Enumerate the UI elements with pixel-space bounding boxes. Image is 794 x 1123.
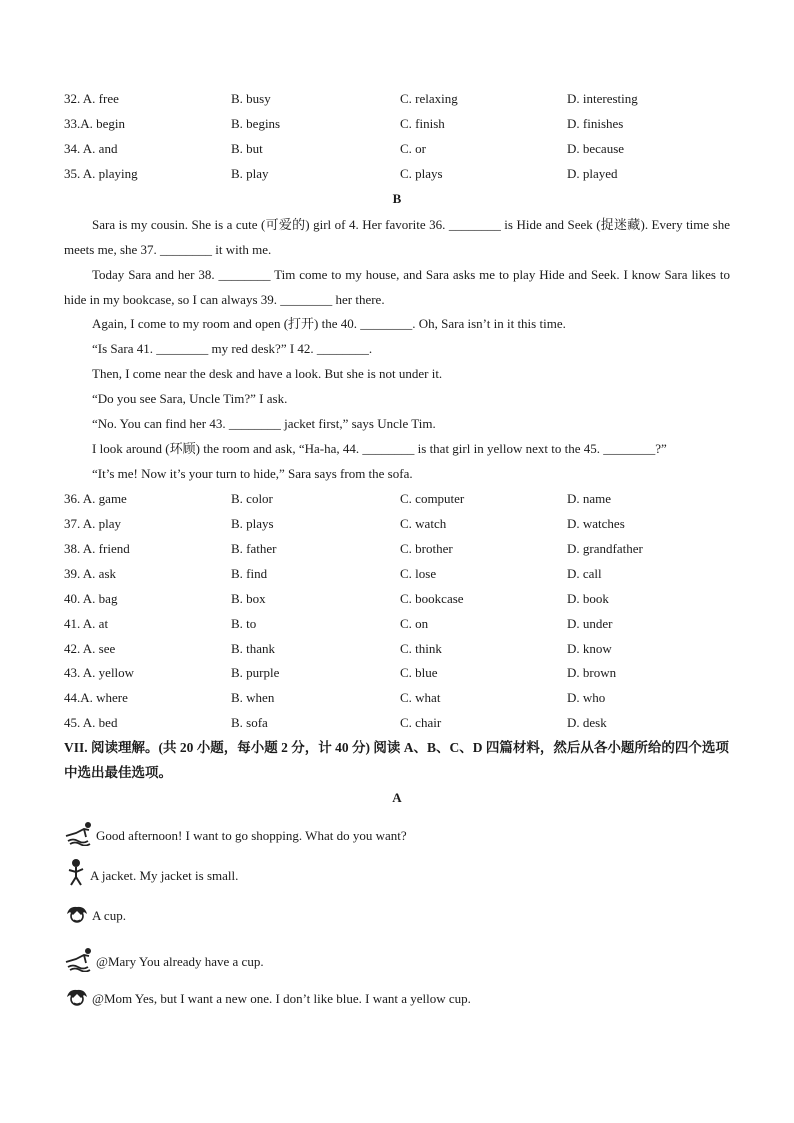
option-row-32	[64, 89, 734, 109]
option-b: B. to	[231, 616, 257, 631]
option-d: D. name	[567, 491, 612, 506]
option-d: D. interesting	[567, 91, 638, 106]
option-a: 35. A. playing	[64, 166, 138, 181]
option-b: B. color	[231, 491, 273, 506]
chat-message	[64, 944, 264, 972]
option-a: 44.A. where	[64, 690, 128, 705]
option-d: D. finishes	[567, 116, 624, 131]
option-b: B. busy	[231, 91, 271, 106]
option-d: D. under	[567, 616, 613, 631]
option-c: C. finish	[400, 116, 445, 131]
chat-text: @Mary You already have a cup.	[96, 954, 264, 969]
option-c: C. what	[400, 690, 441, 705]
option-a: 43. A. yellow	[64, 665, 135, 680]
option-a: 41. A. at	[64, 616, 109, 631]
reading-section-title: VII. 阅读理解。(共 20 小题，每小题 2 分，计 40 分) 阅读 A、B、C、D 四篇材料，然后从各小题所给的四个选项中选出最佳选项。	[64, 740, 729, 780]
chat-text: Good afternoon! I want to go shopping. What do you want?	[96, 828, 407, 843]
option-a: 36. A. game	[64, 491, 127, 506]
passage-paragraph-1: Sara is my cousin. She is a cute (可爱的) girl of 4. Her favorite 36. ________ is Hide and Seek (捉迷藏). Every time she meets me, she 37. ________ it with me.	[64, 217, 730, 257]
option-d: D. call	[567, 566, 602, 581]
option-c: C. computer	[400, 491, 465, 506]
option-c: C. watch	[400, 516, 447, 531]
option-b: B. sofa	[231, 715, 268, 730]
passage-line-7: “It’s me! Now it’s your turn to hide,” Sara says from the sofa.	[92, 466, 413, 481]
chat-message	[64, 981, 471, 1009]
passage-line-1: Again, I come to my room and open (打开) the 40. ________. Oh, Sara isn’t in it this time.	[92, 316, 566, 331]
option-b: B. thank	[231, 641, 276, 656]
option-row-39	[64, 564, 734, 584]
passage-line-2: “Is Sara 41. ________ my red desk?” I 42. ________.	[92, 341, 373, 356]
passage-line-6: I look around (环顾) the room and ask, “Ha-ha, 44. ________ is that girl in yellow next to the 45. ________?”	[92, 441, 667, 456]
option-row-41	[64, 614, 734, 634]
option-row-44	[64, 688, 734, 708]
girl-face-icon	[64, 904, 90, 926]
passage-line-3: Then, I come near the desk and have a look. But she is not under it.	[92, 366, 443, 381]
option-row-37	[64, 514, 734, 534]
option-a: 39. A. ask	[64, 566, 116, 581]
option-row-38	[64, 539, 734, 559]
passage-line-4: “Do you see Sara, Uncle Tim?” I ask.	[92, 391, 288, 406]
option-d: D. desk	[567, 715, 607, 730]
option-c: C. chair	[400, 715, 442, 730]
option-d: D. know	[567, 641, 612, 656]
option-a: 42. A. see	[64, 641, 116, 656]
option-row-43	[64, 663, 734, 683]
girl-face-icon	[64, 987, 90, 1009]
swimming-person-icon	[64, 820, 94, 846]
option-c: C. blue	[400, 665, 438, 680]
option-b: B. plays	[231, 516, 274, 531]
swimming-person-icon	[64, 946, 94, 972]
option-d: D. book	[567, 591, 609, 606]
standing-person-icon	[64, 858, 88, 886]
option-a: 37. A. play	[64, 516, 122, 531]
option-c: C. or	[400, 141, 426, 156]
option-b: B. but	[231, 141, 263, 156]
option-row-35	[64, 164, 734, 184]
option-row-33	[64, 114, 734, 134]
option-c: C. bookcase	[400, 591, 464, 606]
option-a: 38. A. friend	[64, 541, 130, 556]
option-a: 40. A. bag	[64, 591, 118, 606]
option-d: D. watches	[567, 516, 625, 531]
section-b-heading: B	[392, 191, 402, 206]
option-c: C. brother	[400, 541, 453, 556]
option-row-45	[64, 713, 734, 733]
option-d: D. played	[567, 166, 618, 181]
option-b: B. father	[231, 541, 277, 556]
chat-text: A jacket. My jacket is small.	[90, 868, 239, 883]
option-a: 33.A. begin	[64, 116, 126, 131]
option-b: B. when	[231, 690, 275, 705]
option-d: D. brown	[567, 665, 617, 680]
option-d: D. because	[567, 141, 625, 156]
option-a: 34. A. and	[64, 141, 118, 156]
option-row-36	[64, 489, 734, 509]
option-b: B. play	[231, 166, 269, 181]
option-c: C. think	[400, 641, 442, 656]
chat-message	[64, 818, 407, 846]
option-row-40	[64, 589, 734, 609]
option-row-42	[64, 639, 734, 659]
option-row-34	[64, 139, 734, 159]
option-b: B. box	[231, 591, 266, 606]
passage-line-5: “No. You can find her 43. ________ jacket first,” says Uncle Tim.	[92, 416, 436, 431]
option-b: B. purple	[231, 665, 280, 680]
passage-a-heading: A	[392, 790, 402, 805]
chat-message	[64, 858, 238, 886]
option-c: C. lose	[400, 566, 437, 581]
option-a: 45. A. bed	[64, 715, 118, 730]
option-a: 32. A. free	[64, 91, 119, 106]
passage-paragraph-2: Today Sara and her 38. ________ Tim come to my house, and Sara asks me to play Hide and Seek. I know Sara likes to hide in my bookcase, so I can always 39. ________ her there.	[64, 267, 730, 307]
chat-message	[64, 898, 126, 926]
option-d: D. grandfather	[567, 541, 643, 556]
option-d: D. who	[567, 690, 606, 705]
option-c: C. on	[400, 616, 429, 631]
chat-text: @Mom Yes, but I want a new one. I don’t like blue. I want a yellow cup.	[92, 991, 471, 1006]
option-b: B. begins	[231, 116, 281, 131]
option-c: C. plays	[400, 166, 443, 181]
chat-text: A cup.	[92, 908, 126, 923]
option-c: C. relaxing	[400, 91, 458, 106]
option-b: B. find	[231, 566, 268, 581]
